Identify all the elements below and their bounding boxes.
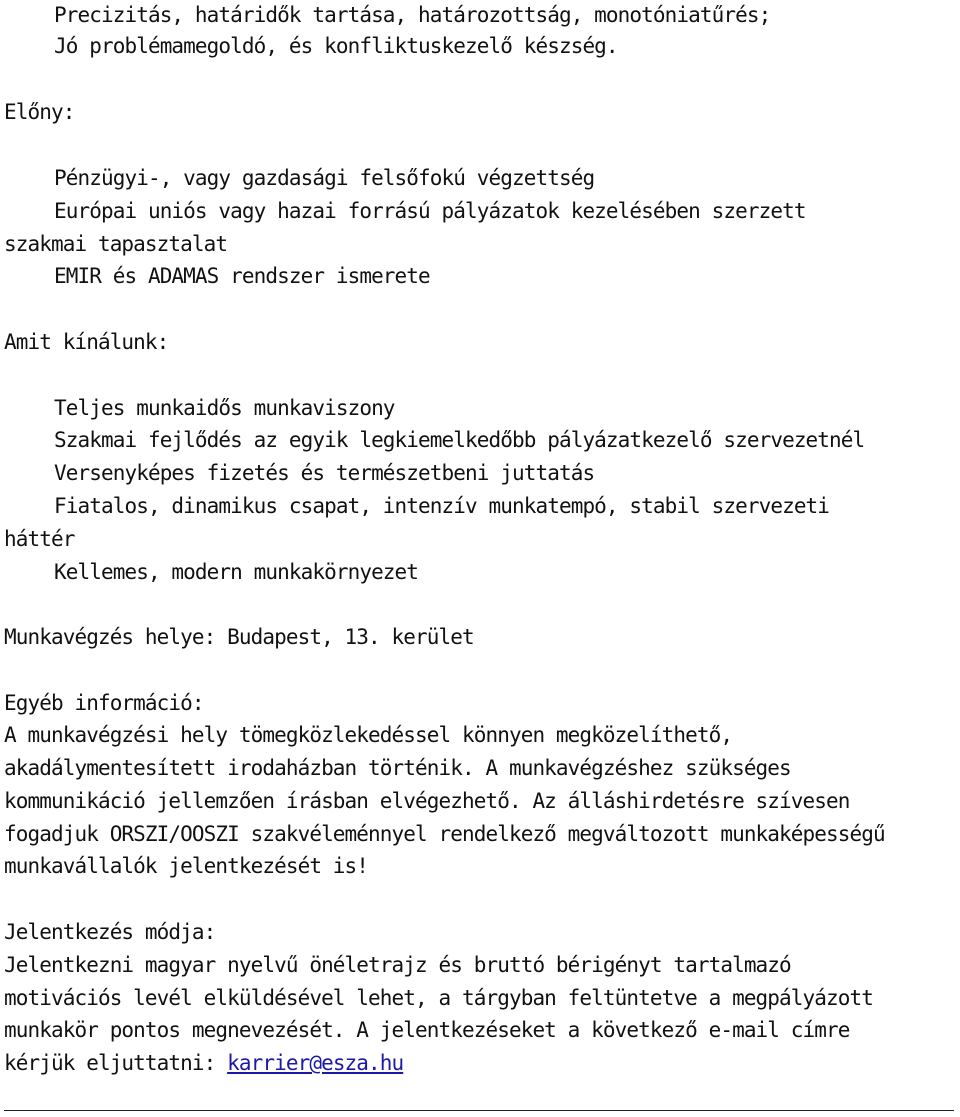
apply-line: motivációs levél elküldésével lehet, a tárgyban feltüntetve a megpályázott (4, 986, 873, 1010)
offer-item: Teljes munkaidős munkaviszony (54, 396, 395, 420)
email-link[interactable]: karrier@esza.hu (227, 1051, 404, 1075)
other-info-line: A munkavégzési hely tömegközlekedéssel könnyen megközelíthető, (4, 723, 733, 747)
offer-item-continuation: háttér (4, 527, 75, 551)
apply-heading: Jelentkezés módja: (4, 920, 216, 944)
requirement-line: Precizitás, határidők tartása, határozottság, monotóniatűrés; (54, 3, 771, 27)
advantage-heading: Előny: (4, 100, 75, 124)
other-info-heading: Egyéb információ: (4, 691, 204, 715)
advantage-item: EMIR és ADAMAS rendszer ismerete (54, 264, 430, 288)
offer-item: Fiatalos, dinamikus csapat, intenzív munkatempó, stabil szervezeti (54, 494, 830, 518)
apply-line: Jelentkezni magyar nyelvű önéletrajz és bruttó bérigényt tartalmazó (4, 953, 791, 977)
offer-item: Szakmai fejlődés az egyik legkiemelkedőbb pályázatkezelő szervezetnél (54, 428, 865, 452)
advantage-item: Pénzügyi-, vagy gazdasági felsőfokú végzettség (54, 166, 595, 190)
advantage-item-continuation: szakmai tapasztalat (4, 232, 228, 256)
offer-item: Versenyképes fizetés és természetbeni juttatás (54, 461, 595, 485)
other-info-line: akadálymentesített irodaházban történik. A munkavégzéshez szükséges (4, 756, 791, 780)
apply-last-line (4, 1048, 403, 1078)
apply-last-line-prefix: kérjük eljuttatni: (4, 1051, 228, 1075)
other-info-line: kommunikáció jellemzően írásban elvégezhető. Az álláshirdetésre szívesen (4, 789, 850, 813)
other-info-line: fogadjuk ORSZI/OOSZI szakvéleménnyel rendelkező megváltozott munkaképességű (4, 822, 885, 846)
offer-item: Kellemes, modern munkakörnyezet (54, 560, 419, 584)
other-info-line: munkavállalók jelentkezését is! (4, 854, 369, 878)
advantage-item: Európai uniós vagy hazai forrású pályázatok kezelésében szerzett (54, 199, 806, 223)
requirement-line: Jó problémamegoldó, és konfliktuskezelő készség. (54, 34, 618, 58)
offer-heading: Amit kínálunk: (4, 330, 169, 354)
apply-line: munkakör pontos megnevezését. A jelentkezéseket a következő e-mail címre (4, 1018, 850, 1042)
bottom-divider (4, 1110, 954, 1111)
work-location: Munkavégzés helye: Budapest, 13. kerület (4, 625, 474, 649)
